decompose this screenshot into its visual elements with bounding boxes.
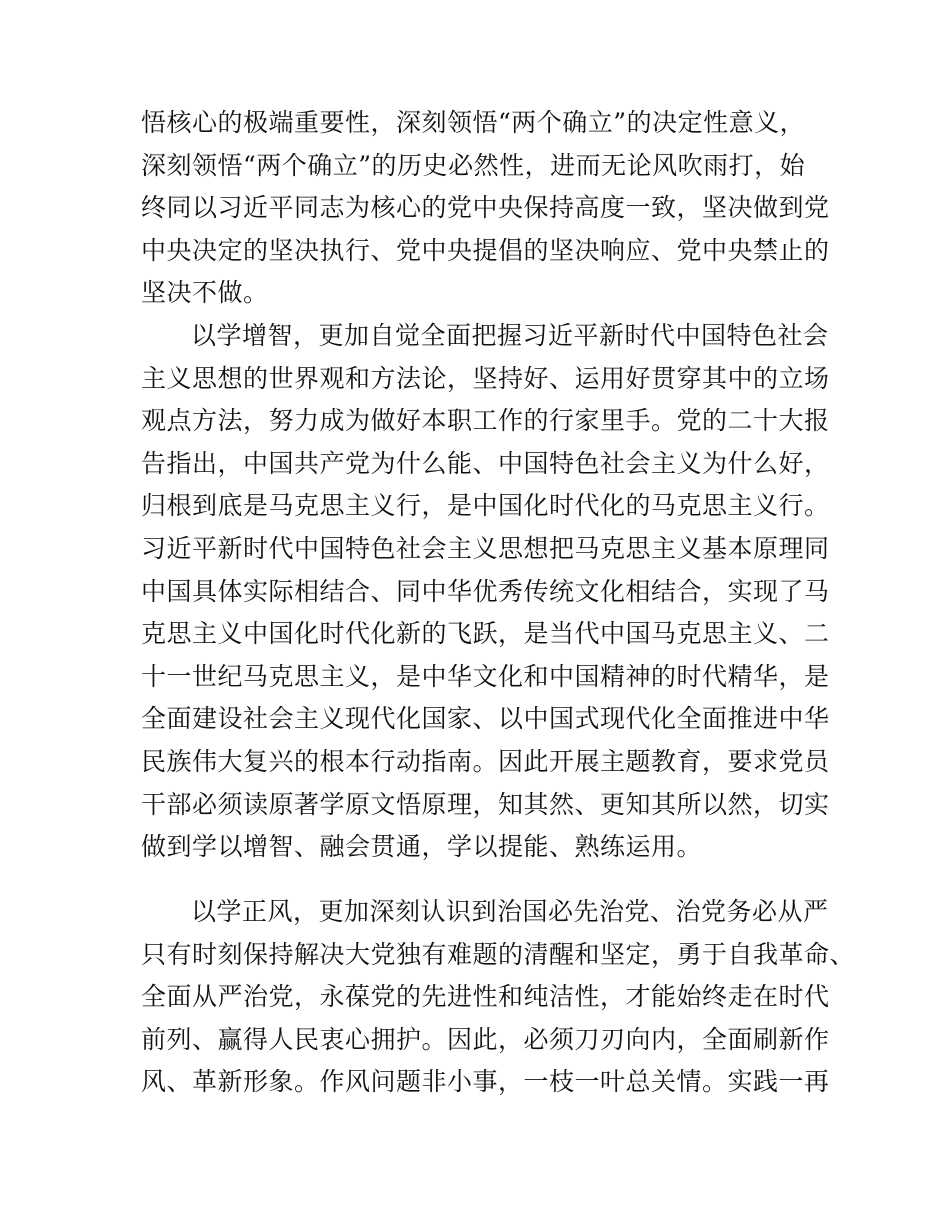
paragraph-line: 终同以习近平同志为核心的党中央保持高度一致，坚决做到党 [141,193,830,223]
paragraph-line: 坚决不做。 [141,278,269,308]
paragraph-line: 以学正风，更加深刻认识到治国必先治党、治党务必从严 [191,897,829,926]
paragraph-line: 深刻领悟“两个确立”的历史必然性，进而无论风吹雨打，始 [141,150,806,180]
paragraph-line: 全面建设社会主义现代化国家、以中国式现代化全面推进中华 [141,704,830,734]
paragraph-line: 告指出，中国共产党为什么能、中国特色社会主义为什么好， [141,448,830,478]
paragraph-line: 以学增智，更加自觉全面把握习近平新时代中国特色社会 [191,321,829,350]
paragraph-line: 主义思想的世界观和方法论，坚持好、运用好贯穿其中的立场 [141,363,830,393]
paragraph-line: 干部必须读原著学原文悟原理，知其然、更知其所以然，切实 [141,789,830,819]
paragraph-line: 做到学以增智、融会贯通，学以提能、熟练运用。 [141,832,703,862]
paragraph-line: 民族伟大复兴的根本行动指南。因此开展主题教育，要求党员 [141,746,830,776]
paragraph-line: 悟核心的极端重要性，深刻领悟“两个确立”的决定性意义， [141,108,806,137]
paragraph-line: 前列、赢得人民衷心拥护。因此，必须刀刃向内，全面刷新作 [141,1024,830,1054]
paragraph-line: 克思主义中国化时代化新的飞跃，是当代中国马克思主义、二 [141,619,830,649]
paragraph-line: 中央决定的坚决执行、党中央提倡的坚决响应、党中央禁止的 [141,235,830,265]
paragraph-line: 风、革新形象。作风问题非小事，一枝一叶总关情。实践一再 [141,1067,830,1097]
paragraph-line: 只有时刻保持解决大党独有难题的清醒和坚定，勇于自我革命、 [141,939,856,969]
paragraph-line: 中国具体实际相结合、同中华优秀传统文化相结合，实现了马 [141,576,830,606]
paragraph-1 [141,102,831,315]
paragraph-line: 全面从严治党，永葆党的先进性和纯洁性，才能始终走在时代 [141,982,830,1012]
paragraph-line: 习近平新时代中国特色社会主义思想把马克思主义基本原理同 [141,533,830,563]
paragraph-line: 观点方法，努力成为做好本职工作的行家里手。党的二十大报 [141,406,830,436]
paragraph-line: 归根到底是马克思主义行，是中国化时代化的马克思主义行。 [141,491,830,521]
paragraph-2 [141,315,831,869]
paragraph-line: 十一世纪马克思主义，是中华文化和中国精神的时代精华，是 [141,661,830,691]
paragraph-3 [141,891,856,1104]
